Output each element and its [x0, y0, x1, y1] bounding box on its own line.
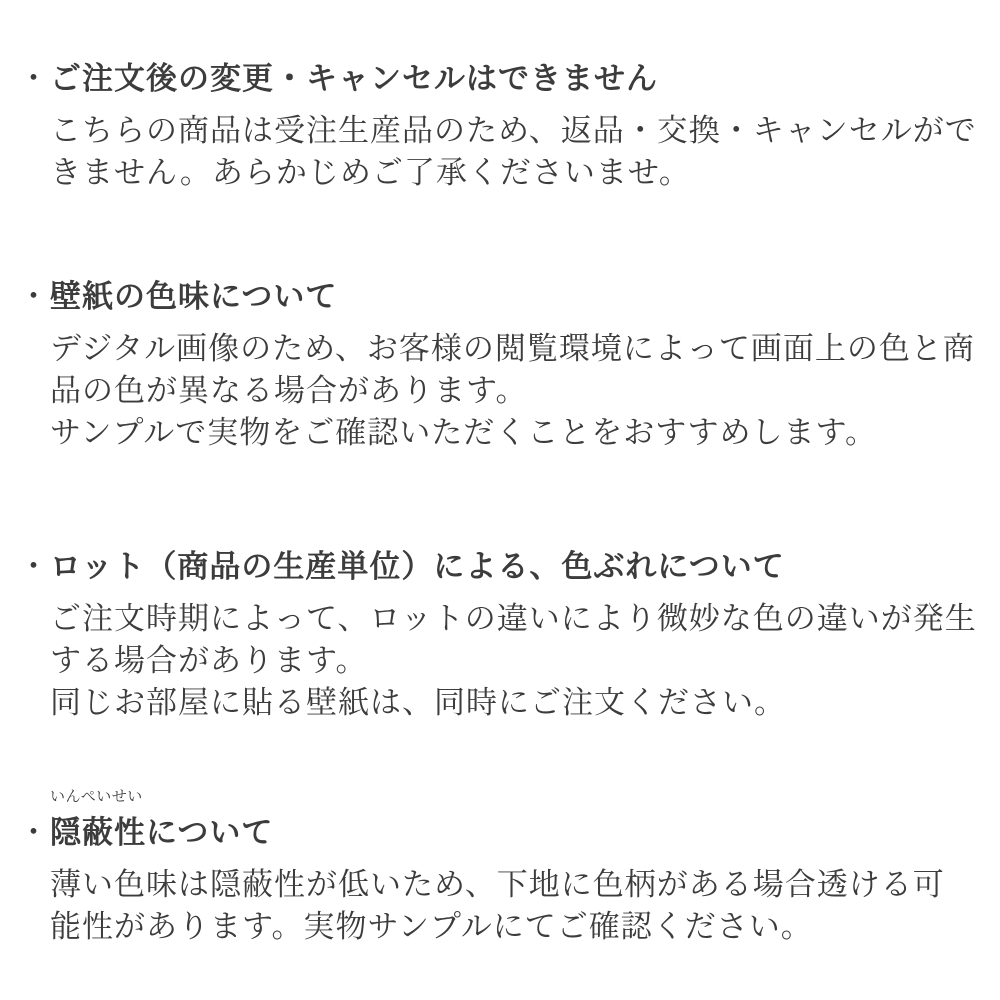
section-heading-text: 壁紙の色味について [50, 279, 338, 314]
body-line: こちらの商品は受注生産品のため、返品・交換・キャンセルがで [50, 113, 977, 148]
section-heading-text: 隠蔽性について [50, 815, 274, 850]
body-line: 能性があります。実物サンプルにてご確認ください。 [50, 909, 813, 944]
body-line: ご注文時期によって、ロットの違いにより微妙な色の違いが発生 [50, 601, 977, 636]
section-heading [18, 810, 980, 856]
body-line: 薄い色味は隠蔽性が低いため、下地に色柄がある場合透ける可 [50, 867, 945, 902]
bullet-marker: ・ [18, 549, 50, 584]
body-line: デジタル画像のため、お客様の閲覧環境によって画面上の色と商 [50, 331, 975, 366]
body-line: 品の色が異なる場合があります。 [50, 373, 528, 408]
section-heading-text: ご注文後の変更・キャンセルはできません [50, 61, 658, 96]
bullet-marker: ・ [18, 61, 50, 96]
section-heading [18, 544, 980, 590]
body-line: きません。あらかじめご了承くださいませ。 [50, 155, 691, 190]
notice-section-wallpaper-color [18, 274, 980, 454]
bullet-marker: ・ [18, 279, 50, 314]
section-heading-text: ロット（商品の生産単位）による、色ぶれについて [50, 549, 785, 584]
section-heading [18, 56, 980, 102]
notice-section-lot-color-variation [18, 544, 980, 724]
section-body [50, 864, 980, 948]
section-body [50, 110, 980, 194]
body-line: 同じお部屋に貼る壁紙は、同時にご注文ください。 [50, 685, 786, 720]
section-body [50, 328, 980, 454]
notice-section-order-cancel [18, 56, 980, 194]
furigana-label: いんぺいせい [50, 788, 143, 805]
notice-section-opacity [18, 786, 980, 948]
section-heading [18, 274, 980, 320]
bullet-marker: ・ [18, 815, 50, 850]
section-body [50, 598, 980, 724]
body-line: サンプルで実物をご確認いただくことをおすすめします。 [50, 415, 878, 450]
body-line: する場合があります。 [50, 643, 368, 678]
